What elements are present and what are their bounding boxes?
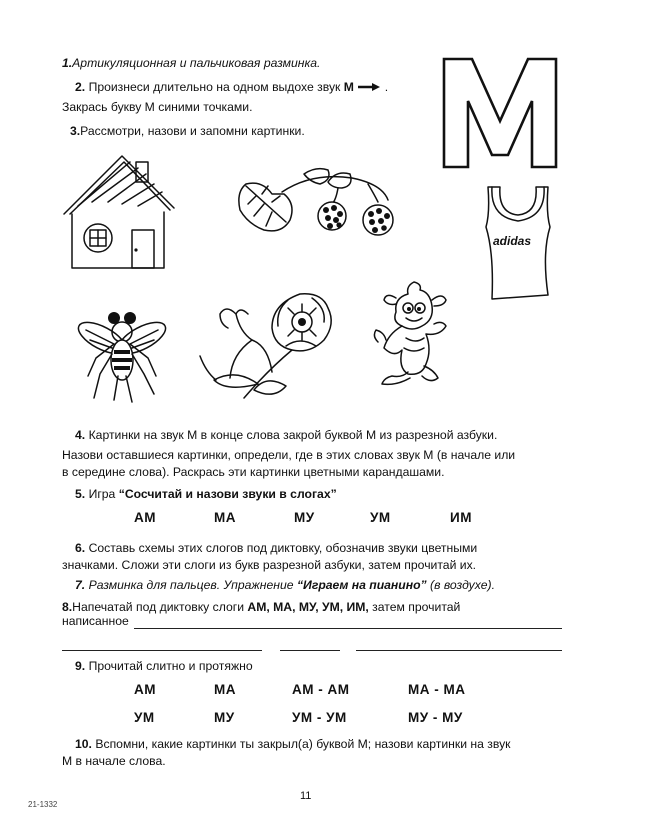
- read-item: АМ: [134, 682, 156, 697]
- read-item: УМ: [134, 710, 155, 725]
- arrow-right-icon: [357, 82, 381, 92]
- syllable-5: ИМ: [450, 510, 472, 525]
- read-item: МУ - МУ: [408, 710, 463, 725]
- read-item: АМ - АМ: [292, 682, 350, 697]
- tank-top-image: [478, 183, 558, 303]
- task-10-line1: 10. Вспомни, какие картинки ты закрыл(а) буквой М; назови картинки на звук: [75, 737, 511, 751]
- task-8-line2: написанное: [62, 614, 129, 628]
- read-item: УМ - УМ: [292, 710, 347, 725]
- syllable-3: МУ: [294, 510, 315, 525]
- game-title: “Сосчитай и назови звуки в слогах”: [118, 487, 337, 501]
- writing-line[interactable]: [134, 628, 562, 629]
- syllable-list: АМ, МА, МУ, УМ, ИМ,: [247, 600, 369, 614]
- sound-letter: М: [343, 80, 354, 94]
- task-1: 1.Артикуляционная и пальчиковая разминка.: [62, 56, 321, 70]
- writing-line[interactable]: [356, 650, 562, 651]
- fly-image: [74, 298, 174, 408]
- print-code: 21-1332: [28, 800, 58, 809]
- task-3: 3.Рассмотри, назови и запомни картинки.: [70, 124, 305, 138]
- task-6-line2: значками. Сложи эти слоги из букв разрезной азбуки, затем прочитай их.: [62, 558, 477, 572]
- task-6-line1: 6. Составь схемы этих слогов под диктовку, обозначив звуки цветными: [75, 541, 478, 555]
- task-4-line2: Назови оставшиеся картинки, определи, где в этих словах звук М (в начале или: [62, 448, 516, 462]
- task-2: 2. Произнеси длительно на одном выдохе звук М .: [75, 80, 389, 94]
- syllable-1: АМ: [134, 510, 156, 525]
- syllable-2: МА: [214, 510, 236, 525]
- task-9: 9. Прочитай слитно и протяжно: [75, 659, 253, 673]
- syllable-4: УМ: [370, 510, 391, 525]
- raspberry-image: [232, 164, 412, 264]
- house-image: [58, 150, 178, 280]
- writing-line[interactable]: [62, 650, 262, 651]
- task-7: 7. Разминка для пальцев. Упражнение “Играем на пианино” (в воздухе).: [75, 578, 495, 592]
- gnome-image: [366, 278, 466, 388]
- page-number: 11: [300, 790, 312, 802]
- read-item: МА: [214, 682, 236, 697]
- read-item: МА - МА: [408, 682, 466, 697]
- exercise-title: “Играем на пианино”: [296, 578, 427, 592]
- writing-line[interactable]: [280, 650, 340, 651]
- big-letter-m: [440, 55, 560, 175]
- read-item: МУ: [214, 710, 235, 725]
- task-4-line1: 4. Картинки на звук М в конце слова закрой буквой М из разрезной азбуки.: [75, 428, 498, 442]
- task-4-line3: в середине слова). Раскрась эти картинки цветными карандашами.: [62, 465, 445, 479]
- task-8: 8.Напечатай под диктовку слоги АМ, МА, МУ, УМ, ИМ, затем прочитай: [62, 600, 461, 614]
- task-2-sub: Закрась букву М синими точками.: [62, 100, 253, 114]
- flower-image: [196, 290, 346, 400]
- task-10-line2: М в начале слова.: [62, 754, 166, 768]
- task-5: 5. Игра “Сосчитай и назови звуки в слогах”: [75, 487, 337, 501]
- shirt-logo: adidas: [493, 234, 532, 248]
